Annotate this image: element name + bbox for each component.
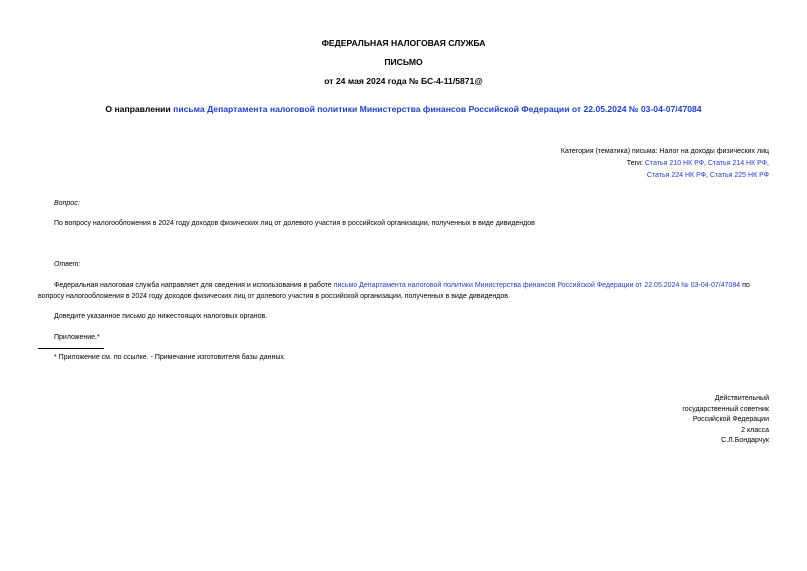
signature-line: государственный советник xyxy=(682,405,769,413)
answer-letter-link[interactable]: письмо Департамента налоговой политики Министерства финансов Российской Федерации от 22.05.2024 № 03-04-07/47084 xyxy=(333,282,741,289)
signature-line: Российской Федерации xyxy=(692,416,769,423)
answer-paragraph-1: Федеральная налоговая служба направляет для сведения и использования в работе письмо Департамента налоговой политики Министерства финансов Российской Федерации от 22.05.2024 № 03-04-07/47084 по вопросу налогообложения в 2024 году доходов физических лиц от долевого участия в российской организации, полученных в виде дивидендов. xyxy=(38,282,750,300)
agency-name: ФЕДЕРАЛЬНАЯ НАЛОГОВАЯ СЛУЖБА xyxy=(321,38,486,48)
tag-article-225[interactable]: Статья 225 НК РФ xyxy=(709,172,769,179)
document-date-number: от 24 мая 2024 года № БС-4-11/5871@ xyxy=(324,76,483,86)
document-subject xyxy=(0,104,807,115)
signature-block xyxy=(682,394,769,447)
signature-line: 2 класса xyxy=(741,426,769,434)
letter-category: Категория (тематика) письма: Налог на доходы физических лиц xyxy=(560,148,769,155)
question-text: По вопросу налогообложения в 2024 году доходов физических лиц от долевого участия в российской организации, полученных в виде дивидендов xyxy=(54,220,535,227)
footnote-divider xyxy=(38,348,104,349)
tag-article-224[interactable]: Статья 224 НК РФ xyxy=(646,172,706,179)
tag-article-210[interactable]: Статья 210 НК РФ xyxy=(644,160,705,167)
subject-letter-link[interactable]: письма Департамента налоговой политики Министерства финансов Российской Федерации от 22.05.2024 № 03-04-07/47084 xyxy=(173,104,702,114)
document-type: ПИСЬМО xyxy=(384,57,423,67)
question-label: Вопрос: xyxy=(54,200,80,207)
answer-paragraph-2: Доведите указанное письмо до нижестоящих налоговых органов. xyxy=(54,313,268,320)
letter-metadata xyxy=(561,146,769,182)
tag-article-214[interactable]: Статья 214 НК РФ xyxy=(707,160,768,167)
letter-tags-line-2: Статья 224 НК РФ, Статья 225 НК РФ xyxy=(646,172,769,179)
signature-line: Действительный xyxy=(714,395,769,402)
answer-label: Ответ: xyxy=(54,261,81,268)
footnote-text: * Приложение см. по ссылке. - Примечание изготовителя базы данных. xyxy=(54,354,286,361)
letter-tags-line-1: Теги: Статья 210 НК РФ, Статья 214 НК РФ, xyxy=(626,160,769,167)
signatory-name: С.Л.Бондарчук xyxy=(721,437,769,444)
subject-prefix: О направлении xyxy=(105,104,174,114)
tags-label: Теги: xyxy=(626,160,645,167)
answer-attachment: Приложение.* xyxy=(54,334,100,341)
